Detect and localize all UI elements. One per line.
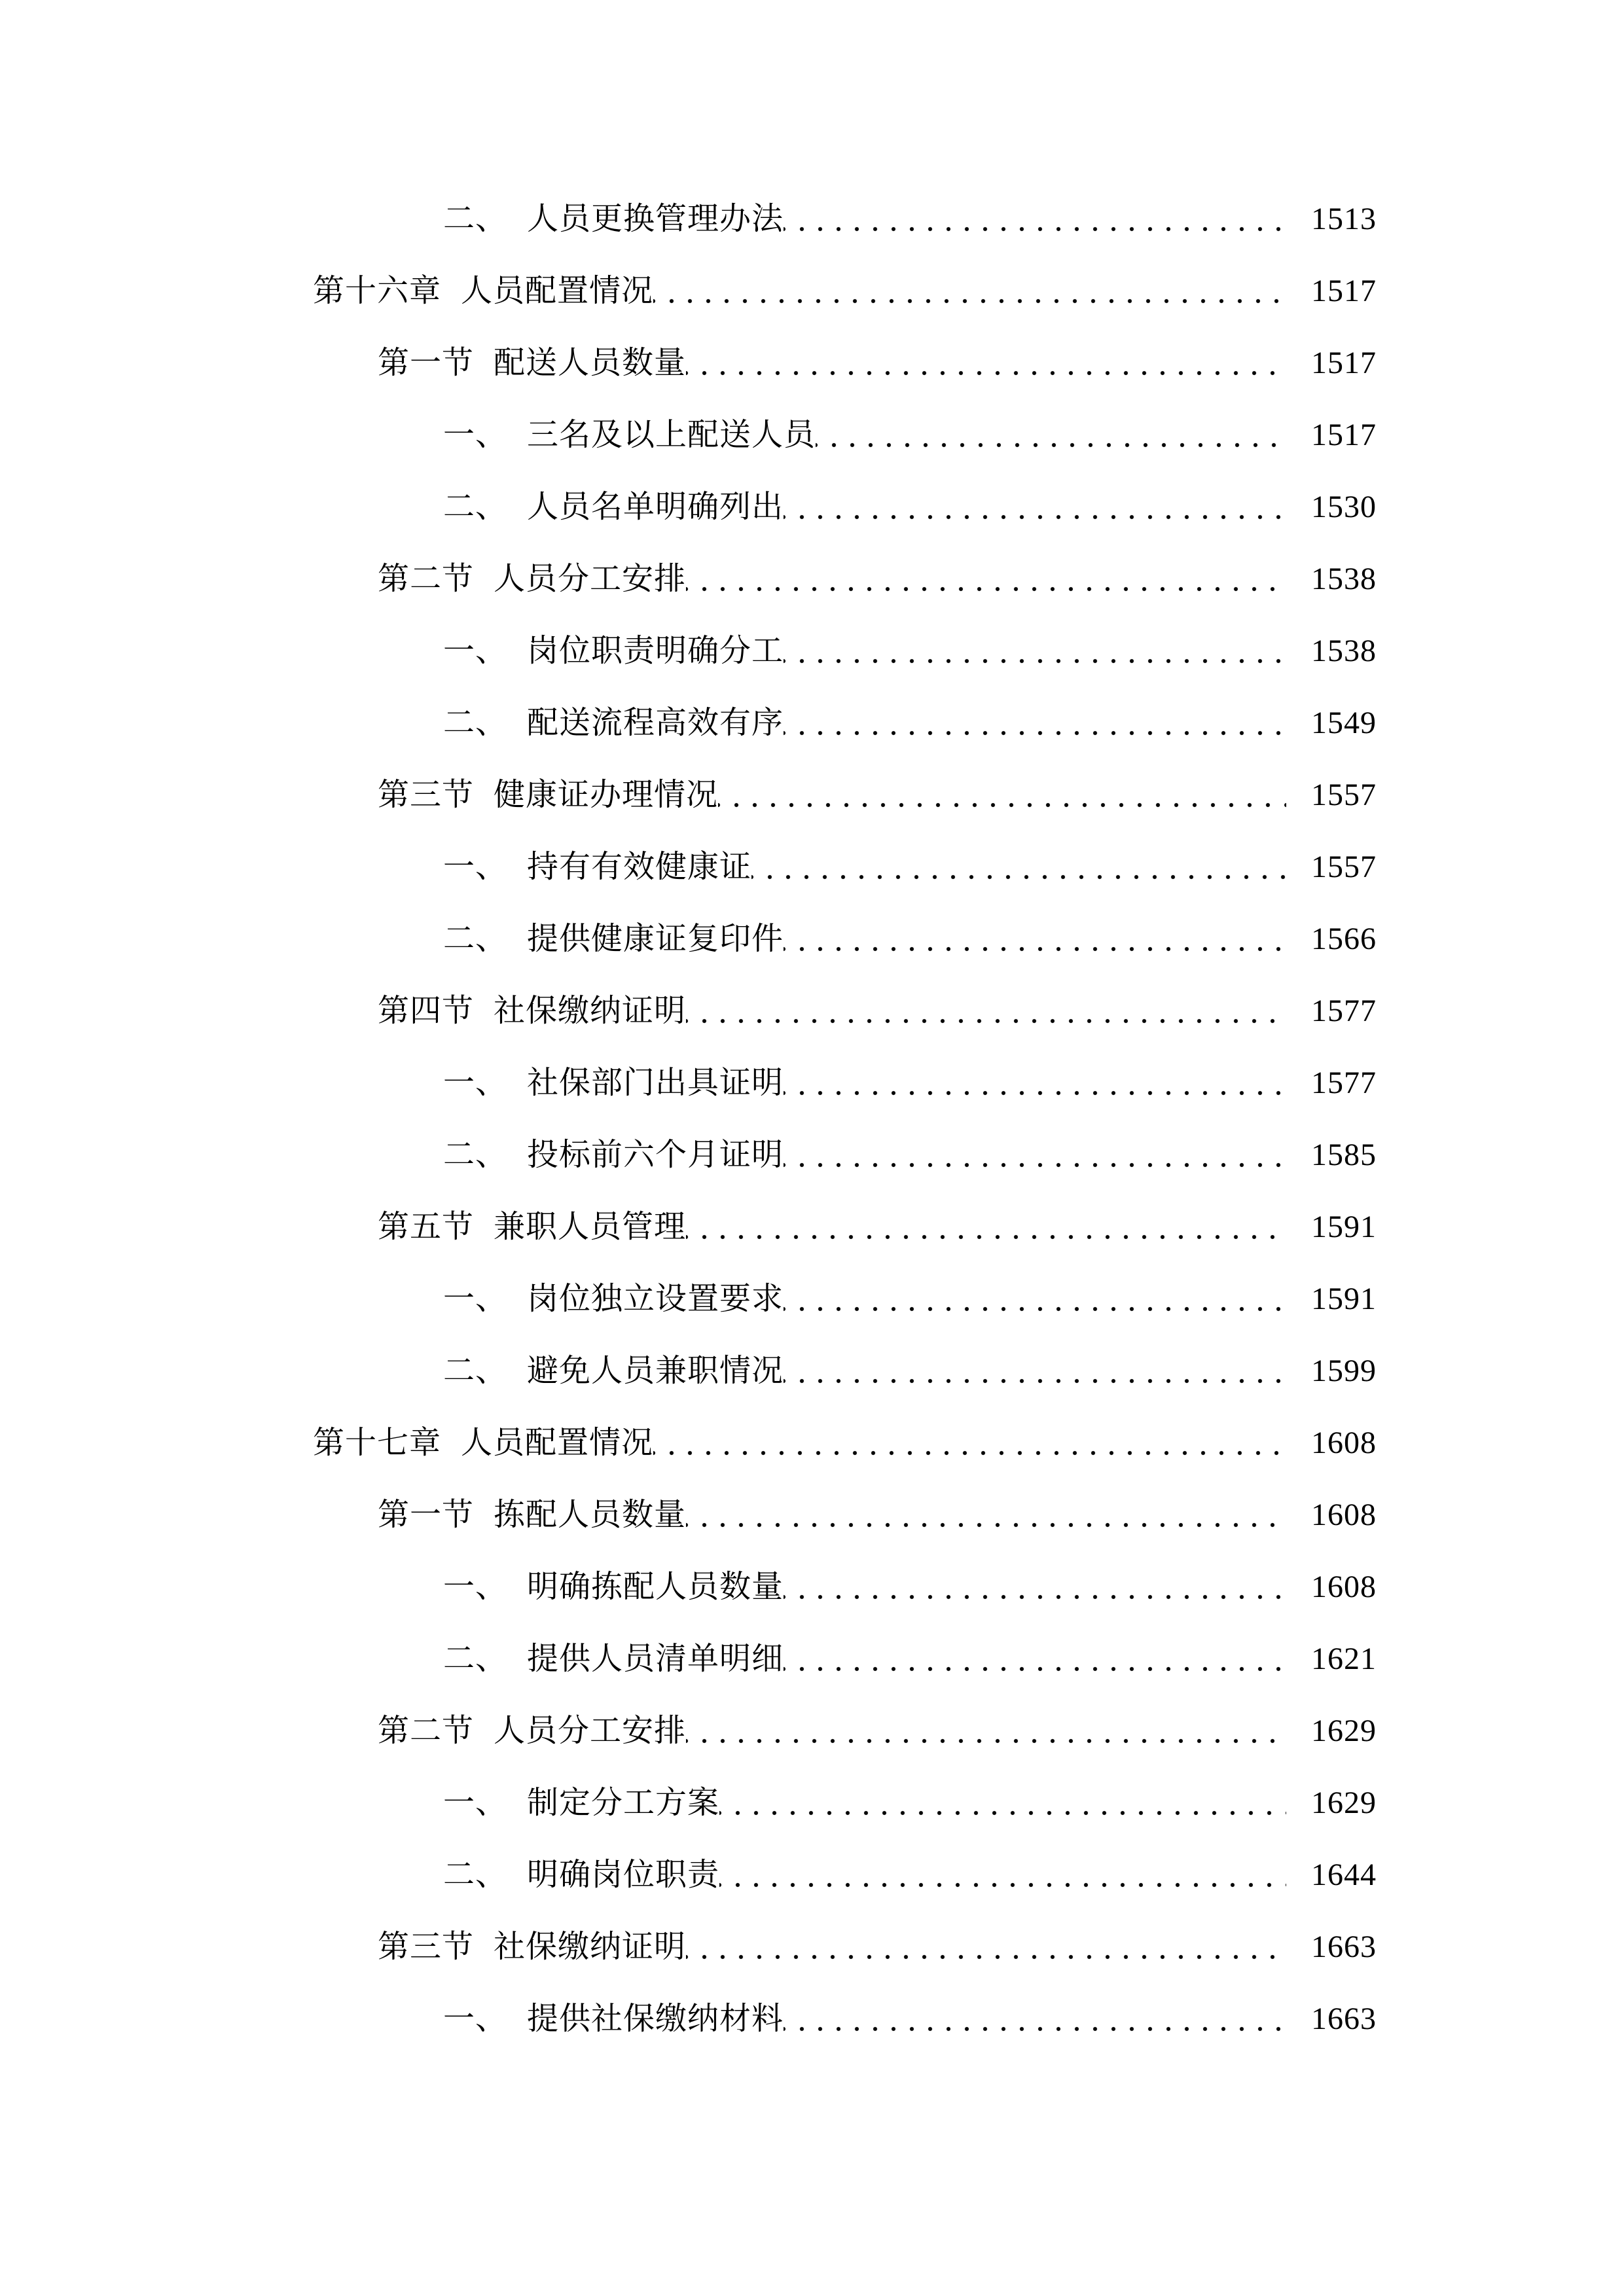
toc-entry-item	[313, 1047, 1377, 1119]
toc-entry-number: 第十六章	[313, 274, 442, 308]
dot-leader	[653, 1407, 1286, 1479]
dot-leader	[784, 1119, 1286, 1191]
toc-entry-title: 避免人员兼职情况	[527, 1354, 784, 1388]
toc-entry-page: 1557	[1311, 778, 1377, 812]
dot-leader	[784, 615, 1286, 687]
toc-entry-title: 人员名单明确列出	[527, 490, 784, 524]
toc-entry-number: 一、	[443, 850, 508, 884]
toc-entry-item	[313, 831, 1377, 903]
toc-entry-page: 1557	[1311, 850, 1377, 884]
toc-entry-section	[313, 1191, 1377, 1263]
dot-leader	[686, 1695, 1286, 1767]
dot-leader	[784, 1623, 1286, 1695]
toc-entry-number: 二、	[443, 1138, 508, 1172]
dot-leader	[784, 687, 1286, 759]
toc-entry-page: 1608	[1311, 1570, 1377, 1604]
toc-entry-page: 1585	[1311, 1138, 1377, 1172]
dot-leader	[784, 471, 1286, 543]
toc-entry-page: 1566	[1311, 922, 1377, 956]
toc-entry-page: 1530	[1311, 490, 1377, 524]
toc-entry-title: 人员分工安排	[494, 562, 687, 596]
toc-entry-page: 1513	[1311, 202, 1377, 236]
toc-entry-number: 一、	[443, 634, 508, 668]
dot-leader	[816, 399, 1286, 471]
toc-entry-title: 持有有效健康证	[527, 850, 752, 884]
toc-entry-title: 明确拣配人员数量	[527, 1570, 784, 1604]
toc-entry-number: 二、	[443, 1857, 508, 1892]
dot-leader	[686, 327, 1286, 399]
dot-leader	[751, 831, 1286, 903]
toc-entry-number: 第三节	[378, 778, 475, 812]
dot-leader	[686, 1911, 1286, 1983]
dot-leader	[686, 543, 1286, 615]
toc-entry-number: 一、	[443, 418, 508, 452]
toc-entry-page: 1538	[1311, 562, 1377, 596]
toc-entry-title: 拣配人员数量	[494, 1498, 687, 1532]
toc-entry-item	[313, 471, 1377, 543]
toc-entry-item	[313, 1119, 1377, 1191]
toc-entry-item	[313, 1551, 1377, 1623]
toc-entry-item	[313, 1767, 1377, 1839]
toc-entry-number: 第一节	[378, 346, 475, 380]
toc-entry-number: 第十七章	[313, 1426, 442, 1460]
toc-entry-title: 岗位职责明确分工	[527, 634, 784, 668]
toc-entry-title: 配送流程高效有序	[527, 706, 784, 740]
dot-leader	[784, 1263, 1286, 1335]
toc-entry-item	[313, 1623, 1377, 1695]
toc-entry-item	[313, 687, 1377, 759]
toc-entry-number: 一、	[443, 1282, 508, 1316]
toc-entry-title: 提供社保缴纳材料	[527, 2001, 784, 2036]
toc-entry-page: 1549	[1311, 706, 1377, 740]
toc-entry-page: 1629	[1311, 1713, 1377, 1748]
toc-entry-section	[313, 1911, 1377, 1983]
dot-leader	[653, 255, 1286, 327]
toc-entry-page: 1608	[1311, 1498, 1377, 1532]
toc-entry-page: 1517	[1311, 418, 1377, 452]
toc-entry-chapter	[313, 255, 1377, 327]
toc-entry-number: 二、	[443, 1641, 508, 1676]
toc-entry-item	[313, 903, 1377, 975]
toc-entry-page: 1663	[1311, 2001, 1377, 2036]
toc-list	[313, 183, 1377, 2055]
toc-entry-title: 人员更换管理办法	[527, 202, 784, 236]
toc-entry-title: 人员分工安排	[494, 1713, 687, 1748]
toc-entry-page: 1644	[1311, 1857, 1377, 1892]
toc-entry-number: 二、	[443, 202, 508, 236]
toc-entry-page: 1608	[1311, 1426, 1377, 1460]
toc-entry-item	[313, 1839, 1377, 1911]
toc-entry-section	[313, 759, 1377, 831]
toc-entry-number: 二、	[443, 922, 508, 956]
toc-entry-number: 二、	[443, 1354, 508, 1388]
toc-entry-title: 社保缴纳证明	[494, 1929, 687, 1964]
toc-entry-title: 岗位独立设置要求	[527, 1282, 784, 1316]
dot-leader	[784, 903, 1286, 975]
toc-entry-number: 二、	[443, 490, 508, 524]
toc-entry-section	[313, 975, 1377, 1047]
toc-entry-title: 人员配置情况	[461, 274, 654, 308]
dot-leader	[719, 1767, 1286, 1839]
dot-leader	[784, 1047, 1286, 1119]
toc-entry-item	[313, 399, 1377, 471]
toc-entry-item	[313, 183, 1377, 255]
toc-entry-number: 一、	[443, 1785, 508, 1820]
toc-entry-title: 健康证办理情况	[494, 778, 719, 812]
toc-entry-item	[313, 1263, 1377, 1335]
toc-entry-number: 第一节	[378, 1498, 475, 1532]
toc-entry-page: 1577	[1311, 994, 1377, 1028]
toc-entry-number: 一、	[443, 2001, 508, 2036]
toc-entry-page: 1517	[1311, 274, 1377, 308]
toc-entry-number: 第四节	[378, 994, 475, 1028]
dot-leader	[686, 975, 1286, 1047]
dot-leader	[784, 183, 1286, 255]
toc-entry-number: 第五节	[378, 1210, 475, 1244]
toc-entry-page: 1591	[1311, 1210, 1377, 1244]
toc-entry-title: 提供人员清单明细	[527, 1641, 784, 1676]
toc-entry-title: 兼职人员管理	[494, 1210, 687, 1244]
toc-entry-title: 社保部门出具证明	[527, 1066, 784, 1100]
toc-entry-number: 第二节	[378, 1713, 475, 1748]
toc-entry-section	[313, 1479, 1377, 1551]
toc-entry-number: 二、	[443, 706, 508, 740]
toc-entry-title: 配送人员数量	[494, 346, 687, 380]
dot-leader	[686, 1479, 1286, 1551]
toc-entry-number: 第三节	[378, 1929, 475, 1964]
toc-entry-page: 1663	[1311, 1929, 1377, 1964]
toc-entry-title: 投标前六个月证明	[527, 1138, 784, 1172]
toc-entry-title: 社保缴纳证明	[494, 994, 687, 1028]
toc-entry-item	[313, 1335, 1377, 1407]
toc-entry-section	[313, 1695, 1377, 1767]
toc-entry-number: 一、	[443, 1066, 508, 1100]
toc-entry-title: 人员配置情况	[461, 1426, 654, 1460]
toc-entry-item	[313, 1983, 1377, 2055]
toc-entry-page: 1621	[1311, 1641, 1377, 1676]
toc-entry-page: 1591	[1311, 1282, 1377, 1316]
toc-entry-title: 提供健康证复印件	[527, 922, 784, 956]
toc-entry-item	[313, 615, 1377, 687]
toc-entry-section	[313, 543, 1377, 615]
toc-entry-title: 制定分工方案	[527, 1785, 720, 1820]
dot-leader	[784, 1551, 1286, 1623]
toc-entry-page: 1538	[1311, 634, 1377, 668]
toc-entry-title: 明确岗位职责	[527, 1857, 720, 1892]
toc-entry-number: 第二节	[378, 562, 475, 596]
dot-leader	[719, 1839, 1286, 1911]
toc-entry-page: 1517	[1311, 346, 1377, 380]
toc-entry-page: 1599	[1311, 1354, 1377, 1388]
toc-entry-chapter	[313, 1407, 1377, 1479]
toc-entry-number: 一、	[443, 1570, 508, 1604]
dot-leader	[784, 1335, 1286, 1407]
dot-leader	[784, 1983, 1286, 2055]
dot-leader	[718, 759, 1286, 831]
toc-entry-page: 1577	[1311, 1066, 1377, 1100]
toc-entry-section	[313, 327, 1377, 399]
dot-leader	[686, 1191, 1286, 1263]
toc-entry-page: 1629	[1311, 1785, 1377, 1820]
toc-entry-title: 三名及以上配送人员	[527, 418, 816, 452]
